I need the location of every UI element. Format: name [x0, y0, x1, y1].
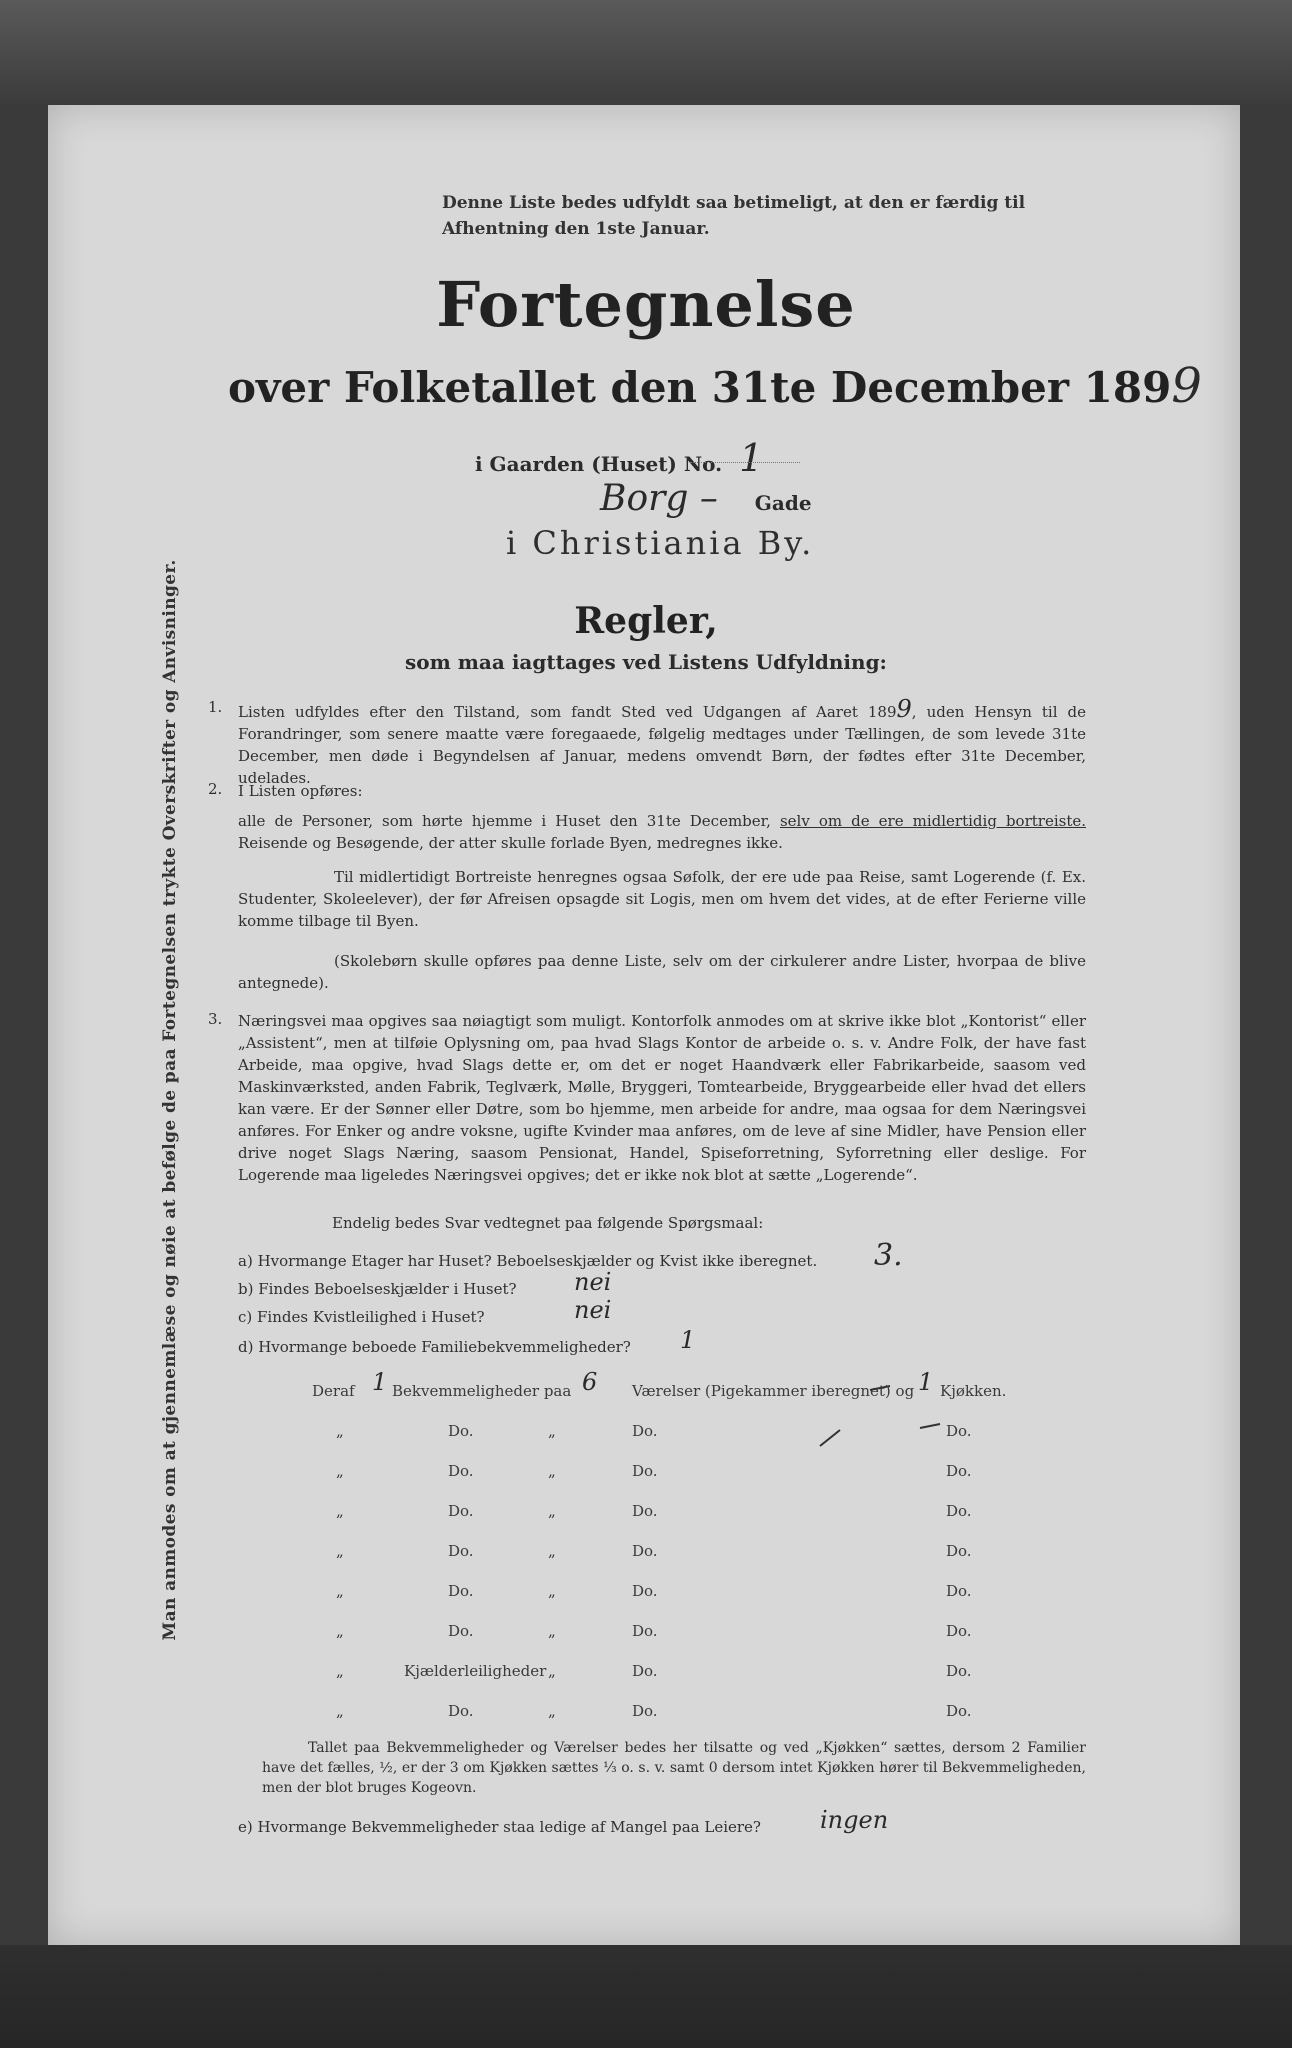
house-number-label: i Gaarden (Huset) No. — [475, 452, 723, 476]
deraf-count: 1 — [372, 1368, 388, 1396]
rule-2-p1-underlined: selv om de ere midlertidig bortreiste. — [779, 812, 1087, 830]
ditto-quote: „ — [336, 1622, 344, 1640]
ditto-kjokken: Do. — [946, 1422, 972, 1440]
ditto-kjokken: Do. — [946, 1542, 972, 1560]
house-number-value: 1 — [739, 436, 764, 480]
handwritten-dash-marks — [800, 1380, 950, 1460]
ditto-vaerelser: Do. — [632, 1462, 658, 1480]
street-line — [600, 478, 812, 519]
year-digit-handwritten: 9 — [1171, 358, 1202, 414]
ditto-rooms: Do. — [448, 1582, 474, 1600]
question-e-label: e) Hvormange Bekvemmeligheder staa ledige af Mangel paa Leiere? — [238, 1818, 761, 1836]
question-c-answer: nei — [574, 1296, 612, 1324]
ditto-quote: „ — [548, 1702, 556, 1720]
ditto-rooms: Do. — [448, 1422, 474, 1440]
ditto-quote: „ — [548, 1662, 556, 1680]
rule-2-paragraph-3: (Skolebørn skulle opføres paa denne Liste, selv om der cirkulerer andre Lister, hvorpaa de blive antegnede). — [238, 952, 1086, 992]
ditto-vaerelser: Do. — [632, 1662, 658, 1680]
question-a-label: a) Hvormange Etager har Huset? Beboelseskjælder og Kvist ikke iberegnet. — [238, 1252, 818, 1270]
ditto-quote: „ — [336, 1462, 344, 1480]
rule-2-p1-b: Reisende og Besøgende, der atter skulle forlade Byen, medregnes ikke. — [238, 834, 783, 852]
ditto-quote: „ — [548, 1542, 556, 1560]
side-instruction-note: Man anmodes om at gjennemlæse og nøie at befølge de paa Fortegnelsen trykte Overskrifter og Anvisninger. — [160, 559, 180, 1641]
ditto-quote: „ — [548, 1622, 556, 1640]
kitchen-count: 1 — [918, 1368, 934, 1396]
form-title: Fortegnelse — [436, 268, 856, 341]
ditto-kjokken: Do. — [946, 1702, 972, 1720]
ditto-quote: „ — [548, 1502, 556, 1520]
ditto-rooms: Do. — [448, 1702, 474, 1720]
rule-2-heading: I Listen opføres: — [238, 782, 363, 800]
ditto-vaerelser: Do. — [632, 1542, 658, 1560]
rule-2-number: 2. — [208, 780, 223, 798]
ditto-rooms: Do. — [448, 1622, 474, 1640]
question-c-label: c) Findes Kvistleilighed i Huset? — [238, 1308, 485, 1326]
ditto-quote: „ — [548, 1462, 556, 1480]
question-e-answer: ingen — [820, 1806, 889, 1834]
ditto-quote: „ — [548, 1582, 556, 1600]
rule-1-text-a: Listen udfyldes efter den Tilstand, som fandt Sted ved Udgangen af Aaret 189 — [238, 703, 897, 721]
rule-1-text-b: , uden Hensyn til de Forandringer, som senere maatte være foregaaede, følgelig medtages under Tællingen, de som levede 31te December, men døde i Begyndelsen af Januar, medens omvendt Børn, der fødtes efter 31te December, udelades. — [238, 703, 1086, 787]
rules-title: Regler, — [574, 600, 718, 642]
rule-2-paragraph-1 — [238, 810, 1086, 854]
ditto-kjokken: Do. — [946, 1622, 972, 1640]
rules-subtitle: som maa iagttages ved Listens Udfyldning: — [405, 650, 887, 674]
ditto-quote: „ — [336, 1542, 344, 1560]
ditto-quote: „ — [336, 1662, 344, 1680]
ditto-quote: „ — [336, 1702, 344, 1720]
kjokken-label: Kjøkken. — [940, 1382, 1007, 1400]
scan-border-bottom — [0, 1945, 1292, 2048]
subtitle-text: over Folketallet den 31te December 189 — [228, 363, 1172, 412]
rule-3-text: Næringsvei maa opgives saa nøiagtigt som muligt. Kontorfolk anmodes om at skrive ikke blot „Kontorist“ eller „Assistent“, men at tilføie Oplysning om, paa hvad Slags Kontor de arbeide o. s. v. Andre Folk, der have fast Arbeide, maa opgive, hvad Slags dette er, om det er noget Haandværk eller Fabrikarbeide, saasom ved Maskinværksted, anden Fabrik, Teglværk, Mølle, Bryggeri, Tomtearbeide, Bryggearbeide eller hvad det ellers kan være. Er der Sønner eller Døtre, som bo hjemme, men arbeide for andre, maa ogsaa for dem Næringsvei anføres. For Enker og andre voksne, ugifte Kvinder maa anføres, om de leve af sine Midler, have Pension eller drive noget Slags Næring, saasom Pensionat, Handel, Spiseforretning, Syforretning eller deslige. For Logerende maa ligeledes Næringsvei opgives; det er ikke nok blot at sætte „Logerende“. — [238, 1012, 1086, 1184]
street-label: Gade — [754, 491, 812, 515]
ditto-vaerelser: Do. — [632, 1502, 658, 1520]
delivery-notice: Denne Liste bedes udfyldt saa betimeligt, at den er færdig til Afhentning den 1ste Januar. — [442, 193, 1026, 239]
ditto-quote: „ — [548, 1422, 556, 1440]
house-number-underline — [690, 462, 800, 463]
street-value: Borg – — [600, 478, 718, 519]
ditto-vaerelser: Do. — [632, 1622, 658, 1640]
ditto-kjokken: Do. — [946, 1462, 972, 1480]
footnote: Tallet paa Bekvemmeligheder og Værelser bedes her tilsatte og ved „Kjøkken“ sættes, dersom 2 Familier have det fælles, ½, er der 3 om Kjøkken sættes ⅓ o. s. v. samt 0 dersom intet Kjøkken hører til Bekvemmeligheden, men der blot bruges Kogeovn. — [262, 1740, 1086, 1796]
rule-1-number: 1. — [208, 698, 223, 716]
rule-1-text — [238, 695, 1086, 789]
rule-1-year-digit: 9 — [896, 695, 912, 723]
ditto-rooms: Do. — [448, 1502, 474, 1520]
bekvemmeligheder-label: Bekvemmeligheder paa — [392, 1382, 572, 1400]
question-d-label: d) Hvormange beboede Familiebekvemmeligheder? — [238, 1338, 631, 1356]
house-number-line — [475, 436, 763, 480]
ditto-quote: „ — [336, 1422, 344, 1440]
ditto-quote: „ — [336, 1582, 344, 1600]
ditto-rooms: Do. — [448, 1462, 474, 1480]
form-subtitle — [228, 358, 1202, 414]
ditto-vaerelser: Do. — [632, 1582, 658, 1600]
rule-2-paragraph-2: Til midlertidigt Bortreiste henregnes ogsaa Søfolk, der ere ude paa Reise, samt Logerende (f. Ex. Studenter, Skoleelever), der før Afreisen opsagde sit Logis, men om hvem det vides, at de efter Ferierne ville komme tilbage til Byen. — [238, 868, 1086, 930]
kjaelder-label: Kjælderleiligheder — [404, 1662, 547, 1680]
question-b-label: b) Findes Beboelseskjælder i Huset? — [238, 1280, 517, 1298]
ditto-vaerelser: Do. — [632, 1422, 658, 1440]
rule-2-p1-a: alle de Personer, som hørte hjemme i Huset den 31te December, — [238, 812, 780, 830]
ditto-kjokken: Do. — [946, 1662, 972, 1680]
city-line: i Christiania By. — [506, 524, 815, 562]
ditto-quote: „ — [336, 1502, 344, 1520]
rooms-count: 6 — [582, 1368, 598, 1396]
question-a-answer: 3. — [874, 1238, 903, 1273]
rule-3-number: 3. — [208, 1010, 223, 1028]
ditto-vaerelser: Do. — [632, 1702, 658, 1720]
scan-border-top — [0, 0, 1292, 105]
question-d-answer: 1 — [680, 1326, 696, 1354]
ditto-kjokken: Do. — [946, 1582, 972, 1600]
deraf-label: Deraf — [312, 1382, 355, 1400]
question-b-answer: nei — [574, 1268, 612, 1296]
vaerelser-label: Værelser (Pigekammer iberegnet) og — [632, 1382, 915, 1400]
ditto-rooms: Do. — [448, 1542, 474, 1560]
ditto-kjokken: Do. — [946, 1502, 972, 1520]
questions-intro: Endelig bedes Svar vedtegnet paa følgende Spørgsmaal: — [332, 1214, 764, 1232]
